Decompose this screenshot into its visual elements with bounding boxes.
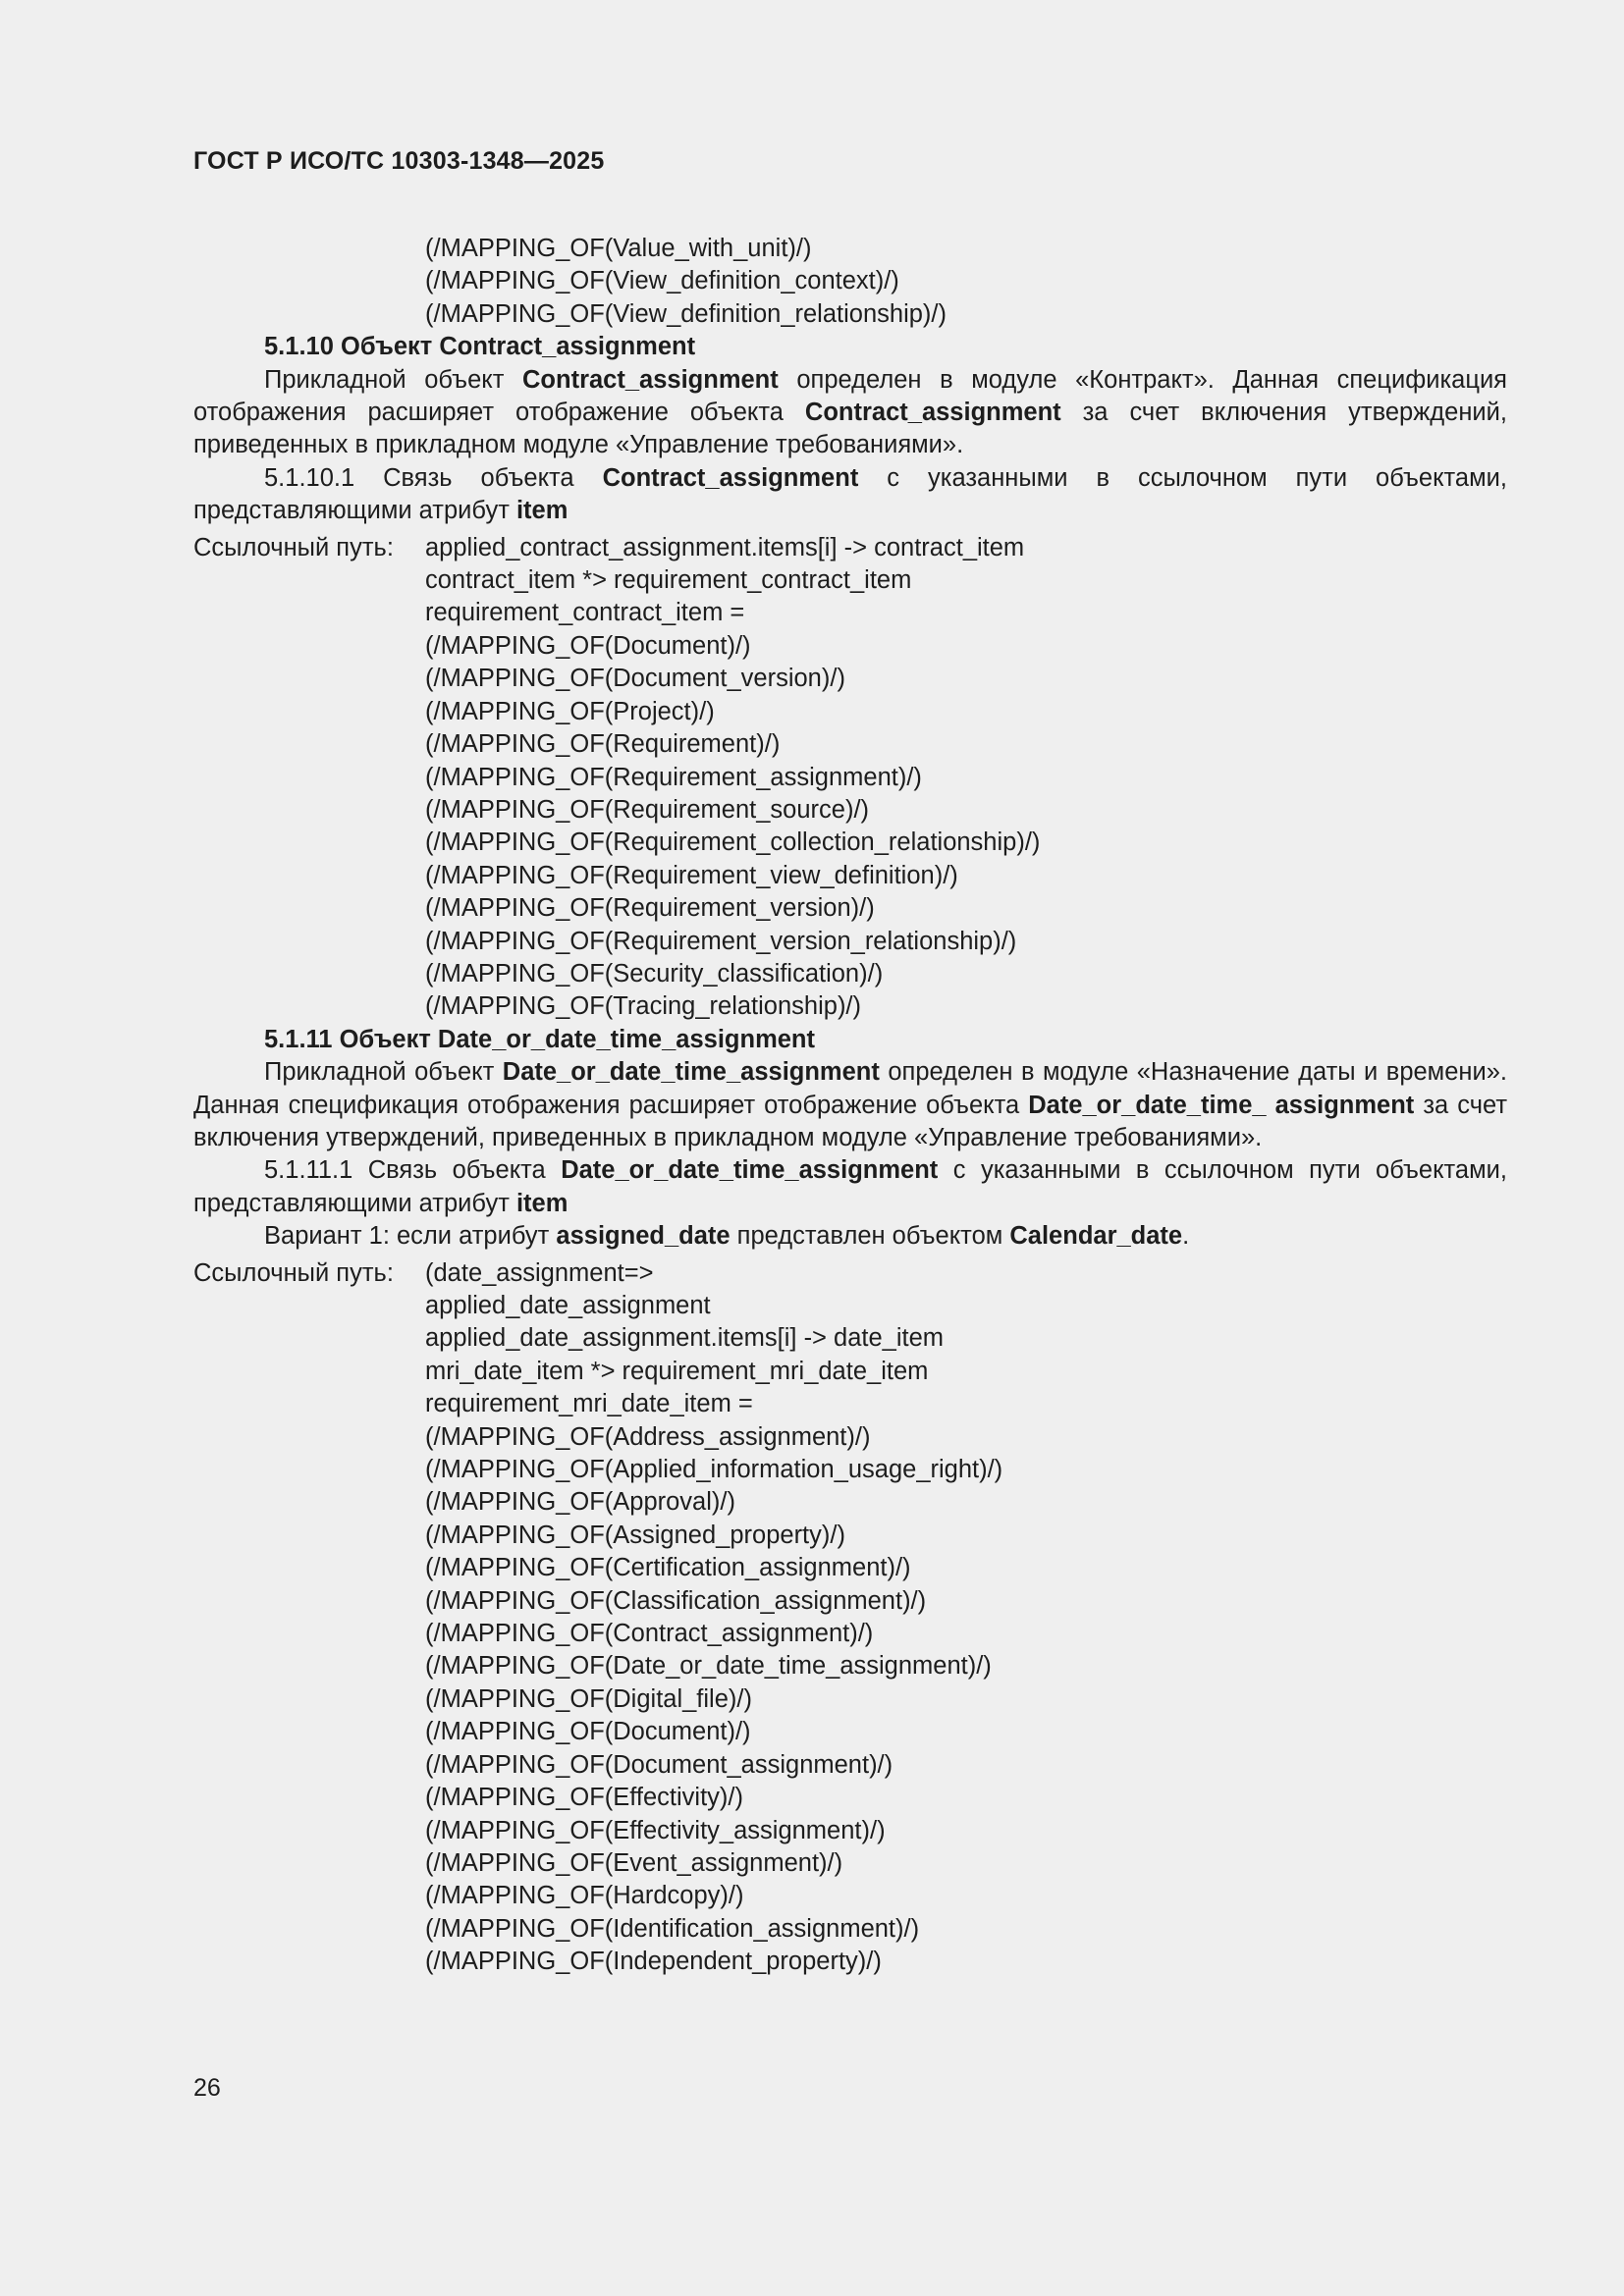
section-heading-5-1-11: 5.1.11 Объект Date_or_date_time_assignment (264, 1025, 815, 1053)
reference-path-line: (/MAPPING_OF(Date_or_date_time_assignment)/) (425, 1652, 992, 1681)
top-mapping-list (193, 233, 1507, 331)
text-run: представлен объектом (730, 1222, 1010, 1251)
bold-term: Contract_assignment (804, 399, 1061, 427)
reference-path-line: (/MAPPING_OF(Requirement_version_relationship)/) (425, 927, 1017, 955)
reference-path-line: (/MAPPING_OF(Identification_assignment)/) (425, 1914, 920, 1943)
reference-path-line: (/MAPPING_OF(Independent_property)/) (425, 1948, 882, 1976)
reference-path-line: (/MAPPING_OF(Project)/) (425, 697, 715, 725)
reference-path-line: requirement_mri_date_item = (425, 1390, 753, 1418)
reference-path-label: Ссылочный путь: (193, 533, 394, 561)
text-run: с указанными в ссылочном пути объектами, представляющими атрибут (193, 463, 1507, 525)
text-run: 5.1.10.1 Связь объекта (264, 463, 603, 492)
reference-path-line: (date_assignment=> (425, 1258, 654, 1287)
text-run: Прикладной объект (264, 1058, 503, 1087)
reference-path-line: (/MAPPING_OF(Contract_assignment)/) (425, 1620, 874, 1648)
reference-path-line: (/MAPPING_OF(Address_assignment)/) (425, 1422, 871, 1451)
reference-path-label: Ссылочный путь: (193, 1258, 394, 1287)
text-run: с указанными в ссылочном пути объектами, представляющими атрибут (193, 1156, 1507, 1217)
text-run: за счет включения утверждений, приведенных в прикладном модуле «Управление требованиями». (193, 399, 1508, 459)
paragraph-5-1-11-1 (193, 1154, 1507, 1220)
reference-path-line: (/MAPPING_OF(Requirement)/) (425, 730, 781, 759)
text-run: . (1182, 1222, 1190, 1251)
reference-path-line: (/MAPPING_OF(Approval)/) (425, 1488, 735, 1517)
reference-path-line: (/MAPPING_OF(Assigned_property)/) (425, 1521, 845, 1549)
bold-term: Contract_assignment (602, 463, 859, 492)
reference-path-line: contract_item *> requirement_contract_item (425, 566, 912, 595)
text-run: Прикладной объект (264, 365, 523, 394)
text-run: определен в модуле «Контракт». Данная спецификация отображения расширяет отображение объекта (193, 365, 1507, 427)
reference-path-line: (/MAPPING_OF(Effectivity_assignment)/) (425, 1816, 886, 1844)
reference-path-line: (/MAPPING_OF(Requirement_view_definition)/) (425, 861, 958, 889)
reference-path-line: (/MAPPING_OF(Requirement_collection_relationship)/) (425, 828, 1041, 857)
reference-path-line: (/MAPPING_OF(Security_classification)/) (425, 959, 884, 988)
reference-path-line: applied_contract_assignment.items[i] -> contract_item (425, 533, 1025, 561)
page-content (193, 233, 1507, 1979)
reference-path-line: requirement_contract_item = (425, 599, 745, 627)
reference-path-line: (/MAPPING_OF(Digital_file)/) (425, 1684, 752, 1713)
reference-path-line: applied_date_assignment.items[i] -> date_item (425, 1324, 945, 1353)
reference-path-line: applied_date_assignment (425, 1292, 711, 1319)
variant-1-line (193, 1220, 1507, 1253)
reference-path-lines (425, 532, 1507, 1024)
text-run: Вариант 1: если атрибут (264, 1222, 557, 1251)
bold-term: Date_or_date_time_ assignment (1028, 1091, 1415, 1119)
text-run: определен в модуле «Назначение даты и времени». Данная спецификация отображения расширяет отображение объекта (193, 1058, 1507, 1119)
reference-path-line: (/MAPPING_OF(Applied_information_usage_right)/) (425, 1456, 1003, 1484)
reference-path-line: (/MAPPING_OF(Hardcopy)/) (425, 1882, 744, 1910)
reference-path-line: (/MAPPING_OF(Requirement_version)/) (425, 894, 875, 923)
mapping-line: (/MAPPING_OF(View_definition_relationship)/) (425, 299, 947, 328)
bold-term: Contract_assignment (522, 365, 779, 394)
paragraph-5-1-10-intro (193, 364, 1507, 462)
reference-path-line: (/MAPPING_OF(Event_assignment)/) (425, 1848, 843, 1877)
bold-term: assigned_date (556, 1222, 731, 1251)
reference-path-5-1-10 (193, 532, 1507, 1024)
page-number: 26 (193, 2074, 221, 2102)
document-header: ГОСТ Р ИСО/ТС 10303-1348—2025 (193, 147, 605, 175)
bold-term: Calendar_date (1009, 1222, 1183, 1251)
paragraph-5-1-11-intro (193, 1056, 1507, 1154)
section-heading-5-1-10: 5.1.10 Объект Contract_assignment (264, 333, 696, 361)
bold-term: Date_or_date_time_assignment (561, 1156, 939, 1185)
reference-path-line: (/MAPPING_OF(Requirement_source)/) (425, 795, 870, 824)
bold-term: item (515, 497, 568, 525)
reference-path-line: (/MAPPING_OF(Requirement_assignment)/) (425, 763, 922, 791)
reference-path-line: (/MAPPING_OF(Document)/) (425, 1718, 751, 1746)
reference-path-line: (/MAPPING_OF(Document_version)/) (425, 665, 845, 693)
mapping-line: (/MAPPING_OF(View_definition_context)/) (425, 267, 899, 295)
reference-path-line: (/MAPPING_OF(Classification_assignment)/) (425, 1586, 927, 1615)
reference-path-line: (/MAPPING_OF(Document_assignment)/) (425, 1750, 893, 1779)
reference-path-line: (/MAPPING_OF(Certification_assignment)/) (425, 1554, 911, 1582)
reference-path-line: (/MAPPING_OF(Tracing_relationship)/) (425, 992, 862, 1021)
text-run: 5.1.11.1 Связь объекта (264, 1156, 562, 1185)
reference-path-line: mri_date_item *> requirement_mri_date_item (425, 1357, 929, 1385)
bold-term: item (515, 1189, 568, 1217)
reference-path-line: (/MAPPING_OF(Document)/) (425, 631, 751, 660)
reference-path-lines (425, 1257, 1507, 1979)
mapping-line: (/MAPPING_OF(Value_with_unit)/) (425, 235, 812, 262)
reference-path-5-1-11 (193, 1257, 1507, 1979)
bold-term: Date_or_date_time_assignment (502, 1058, 880, 1087)
text-run: за счет включения утверждений, приведенных в прикладном модуле «Управление требованиями». (193, 1091, 1508, 1151)
reference-path-line: (/MAPPING_OF(Effectivity)/) (425, 1784, 743, 1812)
paragraph-5-1-10-1 (193, 462, 1507, 528)
